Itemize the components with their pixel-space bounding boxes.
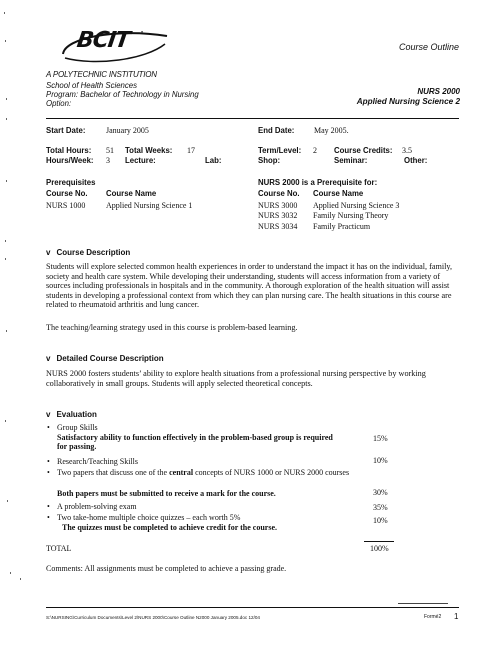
evaluation-item-weight: 30%	[373, 488, 388, 497]
option-label: Option:	[46, 99, 72, 108]
bcit-logo	[55, 20, 175, 68]
evaluation-item-label	[57, 468, 367, 477]
shop-label: Shop:	[258, 156, 281, 165]
evaluation-item-note: Both papers must be submitted to receive a mark for the course.	[57, 489, 276, 498]
evaluation-item-bullet: •	[47, 457, 50, 466]
evaluation-item-label-pre: Two papers that discuss one of the	[57, 468, 170, 477]
hours-week-label: Hours/Week:	[46, 156, 94, 165]
tagline: A POLYTECHNIC INSTITUTION	[46, 70, 157, 79]
evaluation-item-label: Group Skills	[57, 423, 98, 432]
total-value: 100%	[370, 544, 389, 553]
course-description-text: Students will explore selected common health experiences in order to understand the impact it has on the individual, family, society and health care system. While developing their understanding, students will access information from a variety of sources including professionals in hospitals and in the community. A thorough exploration of the health situation will assist students in developing a professional context from which they can plan nursing care. The health situations in this course are related to rheumatoid arthritis and lung cancer.	[46, 262, 453, 310]
page-number: 1	[454, 612, 459, 621]
evaluation-item-bullet: •	[47, 468, 50, 477]
evaluation-item-weight: 10%	[373, 516, 388, 525]
total-hours-value: 51	[106, 146, 114, 155]
total-weeks-label: Total Weeks:	[125, 146, 173, 155]
term-level-label: Term/Level:	[258, 146, 302, 155]
prereq-item-name: Applied Nursing Science 1	[106, 201, 193, 210]
end-date-value: May 2005.	[314, 126, 349, 135]
header-divider	[46, 118, 459, 119]
footer-divider	[46, 607, 459, 608]
course-credits-label: Course Credits:	[334, 146, 393, 155]
prereq-col-name: Course Name	[106, 189, 157, 198]
start-date-value: January 2005	[106, 126, 149, 135]
comments-text: Comments: All assignments must be completed to achieve a passing grade.	[46, 564, 287, 573]
evaluation-item-weight: 10%	[373, 456, 388, 465]
end-date-label: End Date:	[258, 126, 295, 135]
teaching-strategy-text: The teaching/learning strategy used in this course is problem-based learning.	[46, 323, 298, 332]
prereq-for-item-no: NURS 3032	[258, 211, 298, 220]
doc-type: Course Outline	[399, 42, 460, 52]
section-title: Detailed Course Description	[56, 354, 164, 363]
course-code: NURS 2000	[417, 87, 460, 96]
section-marker: v	[46, 248, 51, 257]
total-weeks-value: 17	[187, 146, 195, 155]
other-label: Other:	[404, 156, 428, 165]
prereq-col-no: Course No.	[46, 189, 88, 198]
evaluation-item-label-post: concepts of NURS 1000 or NURS 2000 courses	[193, 468, 350, 477]
section-title: Course Description	[56, 248, 131, 257]
total-label: TOTAL	[46, 544, 72, 553]
seminar-label: Seminar:	[334, 156, 368, 165]
evaluation-item-label: Two take-home multiple choice quizzes – each worth 5%	[57, 513, 241, 522]
prereq-for-item-name: Family Nursing Theory	[313, 211, 389, 220]
course-credits-value: 3.5	[402, 146, 412, 155]
evaluation-item-bullet: •	[47, 502, 50, 511]
evaluation-item-weight: 35%	[373, 503, 388, 512]
hours-week-value: 3	[106, 156, 110, 165]
evaluation-item-weight: 15%	[373, 434, 388, 443]
prereq-for-item-no: NURS 3000	[258, 201, 298, 210]
footer-form-code: Formé2	[424, 614, 442, 620]
detailed-description-heading	[46, 354, 164, 363]
evaluation-item-note: The quizzes must be completed to achieve credit for the course.	[62, 523, 277, 532]
evaluation-item-bullet: •	[47, 513, 50, 522]
program-name: Program: Bachelor of Technology in Nursing	[46, 90, 199, 99]
course-title: Applied Nursing Science 2	[356, 97, 460, 106]
prereq-for-item-no: NURS 3034	[258, 222, 298, 231]
prereq-for-item-name: Family Practicum	[313, 222, 371, 231]
school-name: School of Health Sciences	[46, 81, 138, 90]
trademark-dot: •	[141, 30, 144, 36]
evaluation-item-label-emphasis: central	[169, 468, 194, 477]
prereq-item-no: NURS 1000	[46, 201, 86, 210]
lab-label: Lab:	[205, 156, 222, 165]
evaluation-item-note: Satisfactory ability to function effectively in the problem-based group is required for passing.	[57, 433, 333, 451]
evaluation-item-bullet: •	[47, 423, 50, 432]
section-marker: v	[46, 354, 51, 363]
prereq-for-col-no: Course No.	[258, 189, 300, 198]
course-description-heading	[46, 248, 130, 257]
prereq-for-title: NURS 2000 is a Prerequisite for:	[258, 178, 378, 187]
evaluation-item-label: Research/Teaching Skills	[57, 457, 138, 466]
footer-path: S:\NURSING\Curriculum Documents\Level 2\NURS 2000\Course Outline N2000 January 2005.doc 12/04	[46, 615, 260, 620]
term-level-value: 2	[313, 146, 317, 155]
detailed-description-text: NURS 2000 fosters students’ ability to explore health situations from a professional nursing perspective by working collaboratively in small groups. Students will apply selected theoretical concepts.	[46, 369, 426, 388]
logo-text: BCIT	[75, 28, 131, 53]
prerequisites-title: Prerequisites	[46, 178, 96, 187]
evaluation-item-label: A problem-solving exam	[57, 502, 137, 511]
total-hours-label: Total Hours:	[46, 146, 92, 155]
total-rule	[364, 541, 394, 542]
prereq-for-col-name: Course Name	[313, 189, 364, 198]
start-date-label: Start Date:	[46, 126, 86, 135]
section-marker: v	[46, 410, 51, 419]
evaluation-heading	[46, 410, 97, 419]
section-title: Evaluation	[56, 410, 97, 419]
lecture-label: Lecture:	[125, 156, 156, 165]
prereq-for-item-name: Applied Nursing Science 3	[313, 201, 400, 210]
footer-rule-short	[398, 603, 448, 604]
